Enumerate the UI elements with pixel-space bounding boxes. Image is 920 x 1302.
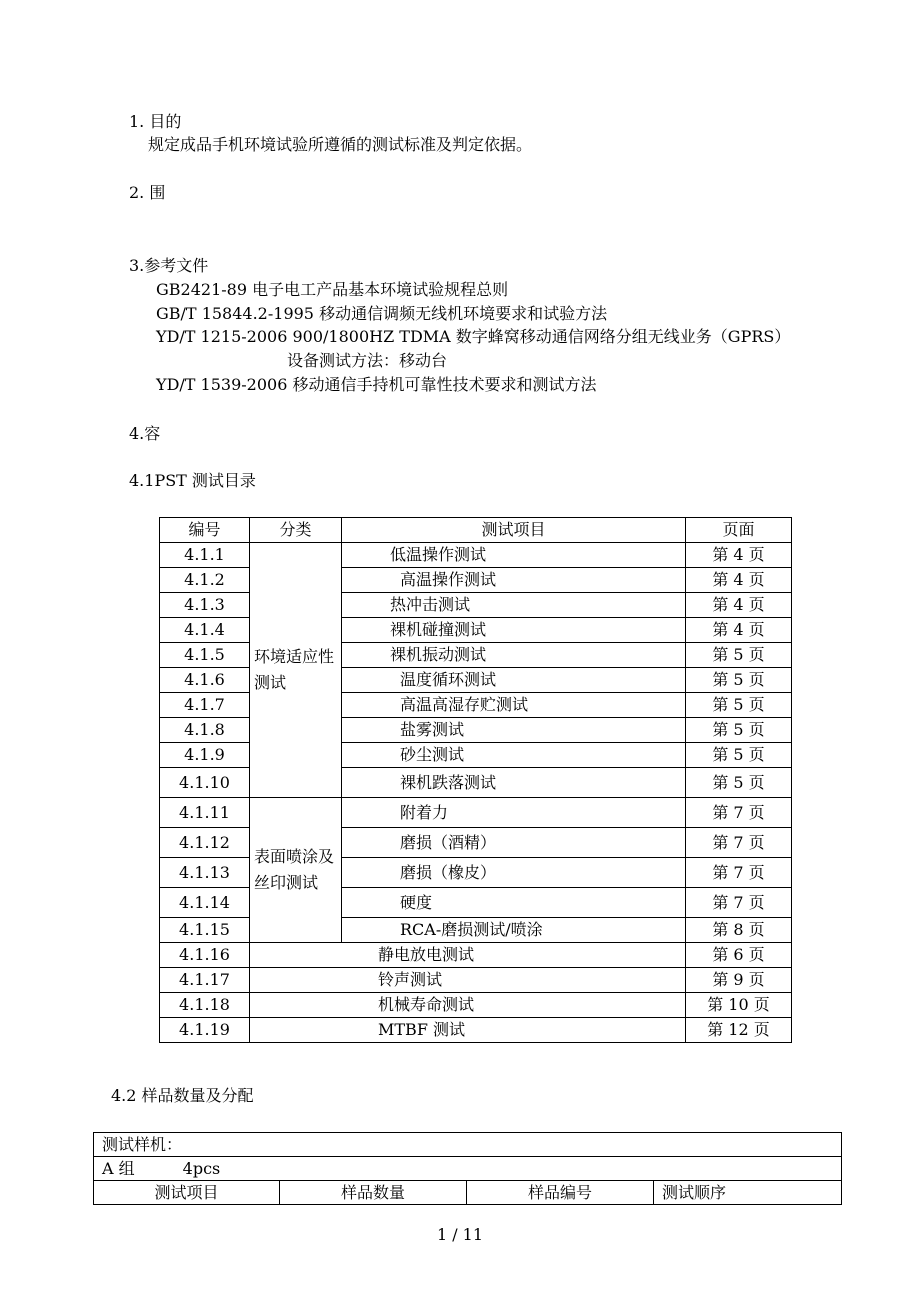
test-number: 4.1.6 [160, 668, 250, 693]
page-ref: 第 10 页 [686, 993, 792, 1018]
test-number: 4.1.17 [160, 968, 250, 993]
header-cell: 样品数量 [280, 1181, 467, 1205]
test-item: 裸机跌落测试 [342, 768, 686, 798]
header-cell: 分类 [250, 518, 342, 543]
page-ref: 第 7 页 [686, 888, 792, 918]
category-surface: 表面喷涂及丝印测试 [250, 798, 342, 943]
table-row [94, 1133, 842, 1157]
test-number: 4.1.4 [160, 618, 250, 643]
section-3-title: 3.参考文件 [129, 256, 209, 275]
test-item: 裸机振动测试 [342, 643, 686, 668]
table-row [160, 1018, 792, 1043]
reference-item: GB/T 15844.2-1995 移动通信调频无线机环境要求和试验方法 [156, 304, 608, 323]
header-cell: 样品编号 [467, 1181, 654, 1205]
group-label: A 组 [102, 1158, 135, 1178]
page-ref: 第 6 页 [686, 943, 792, 968]
reference-item: YD/T 1539-2006 移动通信手持机可靠性技术要求和测试方法 [156, 375, 597, 394]
test-item: 铃声测试 [250, 968, 686, 993]
test-number: 4.1.8 [160, 718, 250, 743]
test-number: 4.1.15 [160, 918, 250, 943]
test-number: 4.1.14 [160, 888, 250, 918]
test-item: 高温高湿存贮测试 [342, 693, 686, 718]
page-ref: 第 5 页 [686, 743, 792, 768]
page-ref: 第 8 页 [686, 918, 792, 943]
test-catalog-table [159, 517, 792, 1043]
table-row [94, 1157, 842, 1181]
page-ref: 第 4 页 [686, 568, 792, 593]
section-4-1-title: 4.1PST 测试目录 [129, 471, 256, 490]
table-header-row [94, 1181, 842, 1205]
header-cell: 测试顺序 [654, 1181, 842, 1205]
test-item: 附着力 [342, 798, 686, 828]
section-1-title: 1. 目的 [129, 112, 182, 131]
category-environment: 环境适应性测试 [250, 543, 342, 798]
table-row [160, 543, 792, 568]
page-ref: 第 9 页 [686, 968, 792, 993]
test-item: 低温操作测试 [342, 543, 686, 568]
header-cell: 页面 [686, 518, 792, 543]
test-number: 4.1.2 [160, 568, 250, 593]
page-ref: 第 5 页 [686, 693, 792, 718]
page-ref: 第 4 页 [686, 618, 792, 643]
table-row [160, 943, 792, 968]
table-header-row [160, 518, 792, 543]
test-number: 4.1.5 [160, 643, 250, 668]
test-number: 4.1.1 [160, 543, 250, 568]
group-quantity: 4pcs [182, 1158, 221, 1178]
page-ref: 第 5 页 [686, 668, 792, 693]
section-1-text: 规定成品手机环境试验所遵循的测试标准及判定依据。 [148, 135, 533, 154]
test-item: RCA-磨损测试/喷涂 [342, 918, 686, 943]
section-4-2-title: 4.2 样品数量及分配 [111, 1086, 254, 1105]
test-item: 机械寿命测试 [250, 993, 686, 1018]
test-item: MTBF 测试 [250, 1018, 686, 1043]
page-ref: 第 4 页 [686, 593, 792, 618]
table-row [160, 968, 792, 993]
test-item: 静电放电测试 [250, 943, 686, 968]
header-cell: 编号 [160, 518, 250, 543]
test-number: 4.1.3 [160, 593, 250, 618]
page-ref: 第 5 页 [686, 768, 792, 798]
page-ref: 第 5 页 [686, 718, 792, 743]
header-cell: 测试项目 [94, 1181, 280, 1205]
reference-item-continuation: 设备测试方法：移动台 [287, 351, 448, 370]
page-ref: 第 7 页 [686, 858, 792, 888]
section-4-title: 4.容 [129, 424, 161, 443]
reference-item: GB2421-89 电子电工产品基本环境试验规程总则 [156, 280, 509, 299]
table-row [160, 798, 792, 828]
test-number: 4.1.9 [160, 743, 250, 768]
sample-machine-label: 测试样机： [94, 1133, 842, 1157]
test-number: 4.1.11 [160, 798, 250, 828]
table-row [160, 993, 792, 1018]
test-number: 4.1.13 [160, 858, 250, 888]
section-2-title: 2. 围 [129, 183, 166, 202]
page-ref: 第 5 页 [686, 643, 792, 668]
test-number: 4.1.18 [160, 993, 250, 1018]
reference-item: YD/T 1215-2006 900/1800HZ TDMA 数字蜂窝移动通信网络分组无线业务（GPRS） [156, 327, 791, 346]
test-item: 硬度 [342, 888, 686, 918]
test-number: 4.1.7 [160, 693, 250, 718]
test-item: 裸机碰撞测试 [342, 618, 686, 643]
page-ref: 第 12 页 [686, 1018, 792, 1043]
header-cell: 测试项目 [342, 518, 686, 543]
page-ref: 第 4 页 [686, 543, 792, 568]
test-number: 4.1.19 [160, 1018, 250, 1043]
test-item: 温度循环测试 [342, 668, 686, 693]
test-item: 砂尘测试 [342, 743, 686, 768]
page-number: 1 / 11 [436, 1225, 484, 1244]
test-number: 4.1.10 [160, 768, 250, 798]
page-ref: 第 7 页 [686, 828, 792, 858]
page-ref: 第 7 页 [686, 798, 792, 828]
test-number: 4.1.16 [160, 943, 250, 968]
test-number: 4.1.12 [160, 828, 250, 858]
sample-allocation-table [93, 1132, 842, 1205]
test-item: 磨损（酒精） [342, 828, 686, 858]
test-item: 磨损（橡皮） [342, 858, 686, 888]
test-item: 盐雾测试 [342, 718, 686, 743]
test-item: 热冲击测试 [342, 593, 686, 618]
group-row [94, 1157, 842, 1181]
test-item: 高温操作测试 [342, 568, 686, 593]
